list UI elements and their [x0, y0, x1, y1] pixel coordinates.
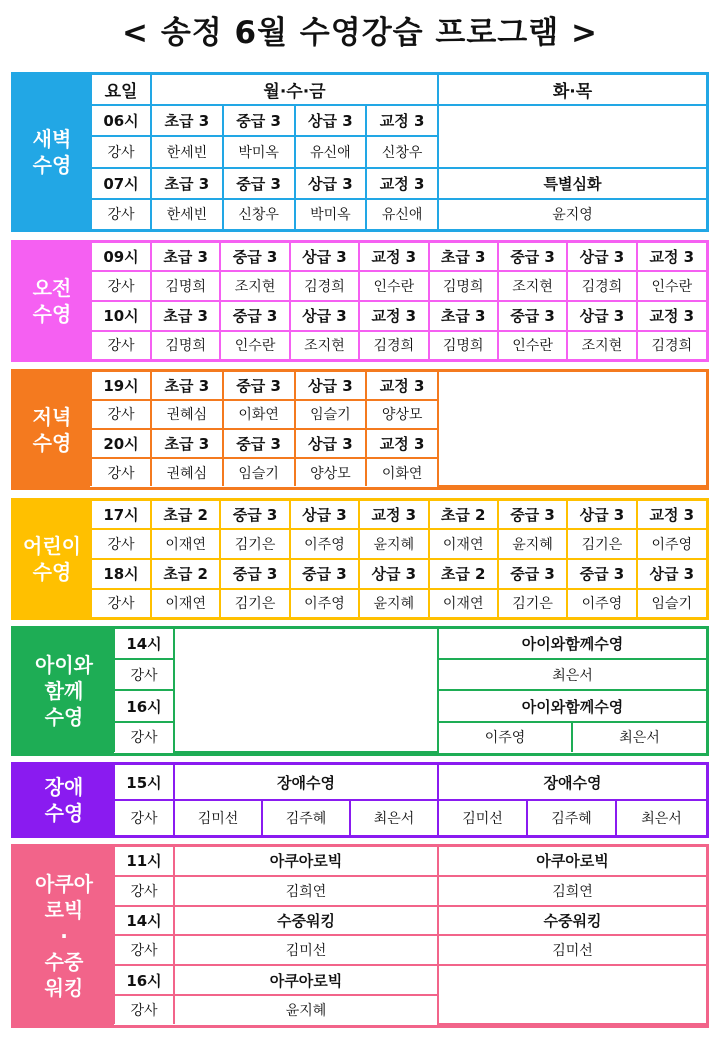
class-cell: 중급 3	[567, 559, 636, 589]
section-dawn	[11, 72, 709, 232]
teacher-cell: 박미옥	[295, 199, 367, 229]
section-label-line: 어린이	[23, 534, 81, 558]
schedule-table-aqua	[113, 847, 706, 1025]
teacher-row	[91, 589, 706, 618]
teacher-row	[114, 800, 706, 835]
teacher-cell: 조지현	[290, 331, 359, 360]
class-cell: 장애수영	[438, 765, 706, 800]
class-cell: 교정 3	[359, 501, 428, 529]
teacher-cell: 김미선	[174, 800, 262, 835]
class-cell: 상급 3	[295, 105, 367, 136]
time-cell: 20시	[91, 429, 151, 458]
class-cell: 중급 3	[223, 372, 295, 400]
section-aqua	[11, 844, 709, 1028]
section-label-evening	[14, 372, 90, 487]
teacher-label: 강사	[91, 529, 151, 559]
teacher-cell: 김미선	[438, 800, 527, 835]
teacher-cell: 김기은	[220, 529, 289, 559]
class-cell: 교정 3	[366, 429, 438, 458]
teacher-cell: 이재연	[429, 589, 498, 618]
class-row	[91, 168, 706, 199]
teacher-cell: 김미선	[174, 935, 438, 965]
class-cell: 상급 3	[290, 301, 359, 331]
class-cell: 교정 3	[637, 243, 706, 271]
time-cell: 10시	[91, 301, 151, 331]
teacher-cell: 권혜심	[151, 458, 223, 486]
class-cell: 장애수영	[174, 765, 438, 800]
teacher-cell: 인수란	[359, 271, 428, 301]
section-label-line: 로빅	[44, 898, 84, 922]
class-cell: 중급 3	[223, 429, 295, 458]
class-cell: 상급 3	[290, 501, 359, 529]
teacher-label: 강사	[91, 331, 151, 360]
class-cell: 중급 3	[220, 301, 289, 331]
teacher-row	[91, 529, 706, 559]
section-label-line: 아쿠아	[35, 872, 93, 896]
time-cell: 14시	[114, 629, 174, 659]
teacher-label: 강사	[91, 136, 151, 167]
time-cell: 06시	[91, 105, 151, 136]
class-cell: 초급 2	[151, 501, 220, 529]
time-cell: 18시	[91, 559, 151, 589]
class-cell: 교정 3	[366, 105, 438, 136]
class-cell: 상급 3	[295, 372, 367, 400]
teacher-cell: 권혜심	[151, 400, 223, 429]
teacher-cell: 이재연	[151, 529, 220, 559]
teacher-cell: 윤지영	[438, 199, 706, 229]
empty-cell	[174, 629, 438, 752]
teacher-row	[91, 331, 706, 360]
teacher-cell: 김기은	[567, 529, 636, 559]
teacher-cell: 인수란	[637, 271, 706, 301]
empty-cell	[438, 965, 706, 1024]
class-cell: 초급 3	[429, 243, 498, 271]
teacher-cell: 유신애	[295, 136, 367, 167]
class-cell: 중급 3	[220, 243, 289, 271]
class-cell: 중급 3	[498, 301, 567, 331]
teacher-cell: 윤지혜	[359, 529, 428, 559]
class-row	[114, 906, 706, 936]
class-cell: 초급 3	[151, 243, 220, 271]
teacher-cell: 양상모	[366, 400, 438, 429]
teacher-cell: 이화연	[366, 458, 438, 486]
header-day: 요일	[91, 75, 151, 105]
section-label-line: ·	[60, 924, 68, 948]
time-cell: 17시	[91, 501, 151, 529]
empty-cell	[438, 372, 706, 486]
class-row	[91, 559, 706, 589]
teacher-cell: 박미옥	[223, 136, 295, 167]
schedule-table-kids	[90, 501, 706, 617]
teacher-cell: 김희연	[174, 876, 438, 906]
teacher-cell: 최은서	[572, 722, 706, 752]
teacher-cell: 김경희	[637, 331, 706, 360]
teacher-cell: 김기은	[498, 589, 567, 618]
section-label-line: 수영	[32, 153, 72, 177]
class-cell: 초급 2	[151, 559, 220, 589]
section-label-disabled	[14, 765, 114, 835]
teacher-label: 강사	[91, 199, 151, 229]
class-cell: 특별심화	[438, 168, 706, 199]
class-row	[91, 301, 706, 331]
section-label-line: 수영	[32, 560, 72, 584]
class-cell: 아쿠아로빅	[174, 847, 438, 876]
teacher-cell: 김명희	[151, 331, 220, 360]
section-label-parent-child	[14, 629, 114, 753]
class-cell: 상급 3	[637, 559, 706, 589]
section-label-line: 장애	[44, 775, 84, 799]
time-cell: 16시	[114, 965, 174, 995]
class-cell: 초급 3	[151, 429, 223, 458]
teacher-cell: 윤지혜	[174, 995, 438, 1024]
class-cell: 중급 3	[223, 168, 295, 199]
time-cell: 14시	[114, 906, 174, 936]
teacher-label: 강사	[91, 400, 151, 429]
class-cell: 아쿠아로빅	[174, 965, 438, 995]
class-cell: 중급 3	[223, 105, 295, 136]
teacher-label: 강사	[91, 589, 151, 618]
section-label-line: 수영	[44, 705, 84, 729]
schedule-table-disabled	[113, 765, 706, 835]
teacher-cell: 인수란	[220, 331, 289, 360]
section-label-kids	[14, 501, 90, 617]
class-cell: 초급 3	[151, 105, 223, 136]
section-evening	[11, 369, 709, 490]
class-cell: 중급 3	[498, 243, 567, 271]
class-cell: 교정 3	[637, 301, 706, 331]
teacher-cell: 인수란	[498, 331, 567, 360]
class-cell: 교정 3	[366, 168, 438, 199]
teacher-cell: 한세빈	[151, 199, 223, 229]
section-label-line: 아이와	[35, 653, 93, 677]
teacher-cell: 최은서	[438, 659, 706, 690]
teacher-cell: 한세빈	[151, 136, 223, 167]
teacher-cell: 임슬기	[295, 400, 367, 429]
teacher-label: 강사	[91, 458, 151, 486]
schedule-table-dawn	[90, 75, 706, 229]
class-cell: 교정 3	[637, 501, 706, 529]
class-cell: 상급 3	[290, 243, 359, 271]
time-cell: 19시	[91, 372, 151, 400]
class-row	[91, 501, 706, 529]
class-cell: 아이와함께수영	[438, 629, 706, 659]
page-title: < 송정 6월 수영강습 프로그램 >	[122, 15, 598, 51]
empty-cell	[438, 105, 706, 167]
section-label-line: 수중	[44, 950, 84, 974]
class-cell: 초급 2	[429, 501, 498, 529]
section-morning	[11, 240, 709, 362]
class-cell: 초급 3	[151, 168, 223, 199]
section-label-line: 수영	[44, 801, 84, 825]
class-cell: 중급 3	[220, 559, 289, 589]
teacher-row	[91, 271, 706, 301]
teacher-cell: 김명희	[151, 271, 220, 301]
teacher-cell: 이화연	[223, 400, 295, 429]
teacher-cell: 김경희	[290, 271, 359, 301]
section-label-morning	[14, 243, 90, 359]
teacher-cell: 임슬기	[637, 589, 706, 618]
teacher-cell: 유신애	[366, 199, 438, 229]
time-cell: 07시	[91, 168, 151, 199]
schedule-table-evening	[90, 372, 706, 487]
class-cell: 아이와함께수영	[438, 690, 706, 721]
teacher-row	[91, 199, 706, 229]
section-label-line: 오전	[32, 276, 72, 300]
section-label-dawn	[14, 75, 90, 229]
teacher-cell: 윤지혜	[498, 529, 567, 559]
teacher-cell: 김미선	[438, 935, 706, 965]
teacher-label: 강사	[114, 935, 174, 965]
teacher-label: 강사	[114, 876, 174, 906]
section-label-line: 수영	[32, 430, 72, 455]
section-label-line: 함께	[44, 679, 84, 703]
teacher-cell: 김명희	[429, 271, 498, 301]
teacher-cell: 김주혜	[262, 800, 350, 835]
teacher-cell: 신창우	[366, 136, 438, 167]
teacher-label: 강사	[114, 722, 174, 752]
class-row	[114, 629, 706, 659]
header-row	[91, 75, 706, 105]
teacher-row	[114, 876, 706, 906]
class-cell: 중급 3	[290, 559, 359, 589]
teacher-cell: 이주영	[637, 529, 706, 559]
section-parent-child	[11, 626, 709, 756]
section-label-aqua	[14, 847, 114, 1025]
section-label-line: 워킹	[44, 976, 84, 1000]
class-cell: 초급 3	[151, 301, 220, 331]
time-cell: 16시	[114, 690, 174, 721]
class-row	[91, 105, 706, 136]
class-cell: 교정 3	[359, 301, 428, 331]
class-cell: 상급 3	[295, 429, 367, 458]
class-row	[91, 243, 706, 271]
teacher-cell: 이재연	[429, 529, 498, 559]
teacher-row	[114, 935, 706, 965]
class-cell: 초급 3	[151, 372, 223, 400]
teacher-cell: 김명희	[429, 331, 498, 360]
header-tt: 화·목	[438, 75, 706, 105]
teacher-cell: 이주영	[567, 589, 636, 618]
class-row	[114, 765, 706, 800]
teacher-label: 강사	[114, 800, 174, 835]
teacher-cell: 최은서	[616, 800, 706, 835]
class-cell: 아쿠아로빅	[438, 847, 706, 876]
class-cell: 초급 2	[429, 559, 498, 589]
teacher-cell: 최은서	[350, 800, 438, 835]
class-row	[114, 847, 706, 876]
teacher-label: 강사	[114, 659, 174, 690]
teacher-cell: 이주영	[290, 529, 359, 559]
schedule-table-parent-child	[113, 629, 706, 753]
teacher-cell: 조지현	[567, 331, 636, 360]
teacher-cell: 김경희	[567, 271, 636, 301]
teacher-cell: 양상모	[295, 458, 367, 486]
teacher-cell: 조지현	[220, 271, 289, 301]
section-disabled	[11, 762, 709, 838]
section-kids	[11, 498, 709, 620]
teacher-cell: 이주영	[438, 722, 572, 752]
section-label-line: 새벽	[32, 127, 72, 151]
class-cell: 중급 3	[220, 501, 289, 529]
class-cell: 상급 3	[359, 559, 428, 589]
teacher-cell: 이재연	[151, 589, 220, 618]
teacher-cell: 김경희	[359, 331, 428, 360]
teacher-cell: 윤지혜	[359, 589, 428, 618]
class-row	[91, 372, 706, 400]
schedule-table-morning	[90, 243, 706, 359]
class-cell: 교정 3	[359, 243, 428, 271]
class-cell: 중급 3	[498, 501, 567, 529]
teacher-label: 강사	[91, 271, 151, 301]
time-cell: 11시	[114, 847, 174, 876]
section-label-line: 저녁	[32, 404, 72, 429]
class-cell: 상급 3	[567, 501, 636, 529]
teacher-cell: 임슬기	[223, 458, 295, 486]
section-label-line: 수영	[32, 302, 72, 326]
teacher-cell: 신창우	[223, 199, 295, 229]
teacher-cell: 이주영	[290, 589, 359, 618]
class-cell: 초급 3	[429, 301, 498, 331]
teacher-label: 강사	[114, 995, 174, 1024]
class-cell: 수중워킹	[438, 906, 706, 936]
class-cell: 상급 3	[567, 243, 636, 271]
class-cell: 중급 3	[498, 559, 567, 589]
class-cell: 수중워킹	[174, 906, 438, 936]
time-cell: 15시	[114, 765, 174, 800]
class-cell: 교정 3	[366, 372, 438, 400]
teacher-cell: 김주혜	[527, 800, 616, 835]
class-cell: 상급 3	[567, 301, 636, 331]
class-cell: 상급 3	[295, 168, 367, 199]
class-row	[114, 965, 706, 995]
header-mwf: 월·수·금	[151, 75, 438, 105]
teacher-cell: 김기은	[220, 589, 289, 618]
time-cell: 09시	[91, 243, 151, 271]
teacher-cell: 김희연	[438, 876, 706, 906]
teacher-cell: 조지현	[498, 271, 567, 301]
